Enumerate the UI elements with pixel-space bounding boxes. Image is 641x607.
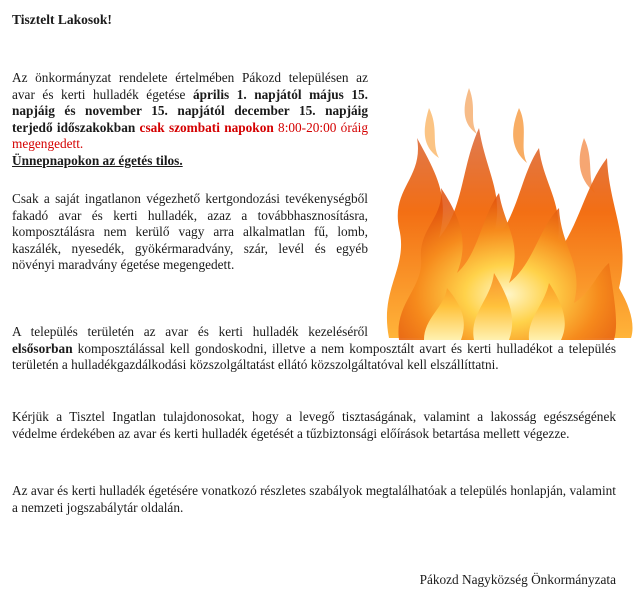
primarily-bold: elsősorban — [12, 340, 73, 356]
schedule-dates: április 1. napjától május 15. napjáig és november 15. napjától december 15. napjáig terjedő időszakokban — [12, 86, 368, 135]
page-title: Tisztelt Lakosok! — [12, 12, 112, 27]
composting-rest: komposztálással kell gondoskodni, illetve a nem komposztált avart és kerti hulladékot a település területén a hulladékgazdálkodási közszolgáltatást ellátó közszolgáltatóval kell elszállíttatni. — [12, 340, 616, 372]
saturday-only: csak szombati napokon — [139, 119, 274, 135]
time-window: 8:00-20:00 óráig megengedett. — [12, 119, 369, 151]
allowed-waste-paragraph: Csak a saját ingatlanon végezhető kertgondozási tevékenységből fakadó avar és kerti hulladék, azaz a továbbhasznosításra, komposztálásra nem kerülő vagy arra alkalmatlan fű, lomb, kaszálék, nyesedék, gyökérmaradvány, szár, levél és egyéb növényi maradvány égetése megengedett. — [12, 191, 368, 272]
request-paragraph: Kérjük a Tisztel Ingatlan tulajdonosokat, hogy a levegő tisztaságának, valamint a lakosság egészségének védelme érdekében az avar és kerti hulladék égetését a tűzbiztonsági előírások betartása mellett végezze. — [12, 409, 616, 441]
holiday-ban: Ünnepnapokon az égetés tilos. — [12, 152, 183, 168]
composting-paragraph — [12, 324, 616, 374]
fire-image — [369, 68, 641, 344]
burning-schedule-paragraph — [12, 70, 368, 169]
signature: Pákozd Nagyközség Önkormányzata — [419, 572, 616, 587]
composting-line1: A település területén az avar és kerti hulladék kezeléséről — [12, 324, 368, 339]
schedule-intro: Az önkormányzat rendelete értelmében Pákozd településen az avar és kerti hulladék égetése — [12, 70, 368, 102]
rules-reference-paragraph: Az avar és kerti hulladék égetésére vonatkozó részletes szabályok megtalálhatóak a település honlapján, valamint a nemzeti jogszabálytár oldalán. — [12, 483, 616, 515]
